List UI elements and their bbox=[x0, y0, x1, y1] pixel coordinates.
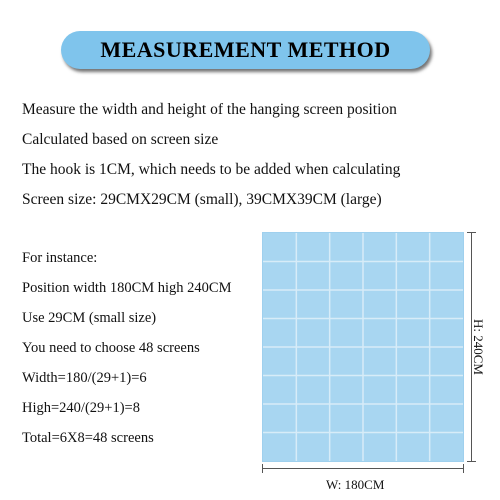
width-dimension-tick-right bbox=[463, 464, 464, 473]
example-line-5: Width=180/(29+1)=6 bbox=[22, 370, 147, 386]
intro-line-4: Screen size: 29CMX29CM (small), 39CMX39CM (large) bbox=[22, 191, 382, 208]
example-line-4: You need to choose 48 screens bbox=[22, 340, 200, 356]
page-title: MEASUREMENT METHOD bbox=[100, 37, 391, 62]
width-dimension-line bbox=[262, 468, 464, 469]
height-dimension-label: H: 240CM bbox=[471, 319, 486, 375]
title-banner bbox=[61, 31, 430, 69]
example-line-1: For instance: bbox=[22, 250, 98, 266]
height-dimension-tick-bottom bbox=[467, 461, 476, 462]
height-dimension-tick-top bbox=[467, 232, 476, 233]
width-dimension-tick-left bbox=[262, 464, 263, 473]
example-line-3: Use 29CM (small size) bbox=[22, 310, 157, 326]
intro-line-1: Measure the width and height of the hanging screen position bbox=[22, 101, 397, 118]
example-line-6: High=240/(29+1)=8 bbox=[22, 400, 140, 416]
intro-line-3: The hook is 1CM, which needs to be added when calculating bbox=[22, 161, 401, 178]
screen-grid-lines bbox=[263, 233, 465, 463]
width-dimension-label: W: 180CM bbox=[326, 477, 385, 492]
example-line-2: Position width 180CM high 240CM bbox=[22, 280, 232, 296]
example-line-7: Total=6X8=48 screens bbox=[22, 430, 154, 446]
intro-line-2: Calculated based on screen size bbox=[22, 131, 219, 148]
screen-grid-diagram bbox=[262, 232, 464, 462]
